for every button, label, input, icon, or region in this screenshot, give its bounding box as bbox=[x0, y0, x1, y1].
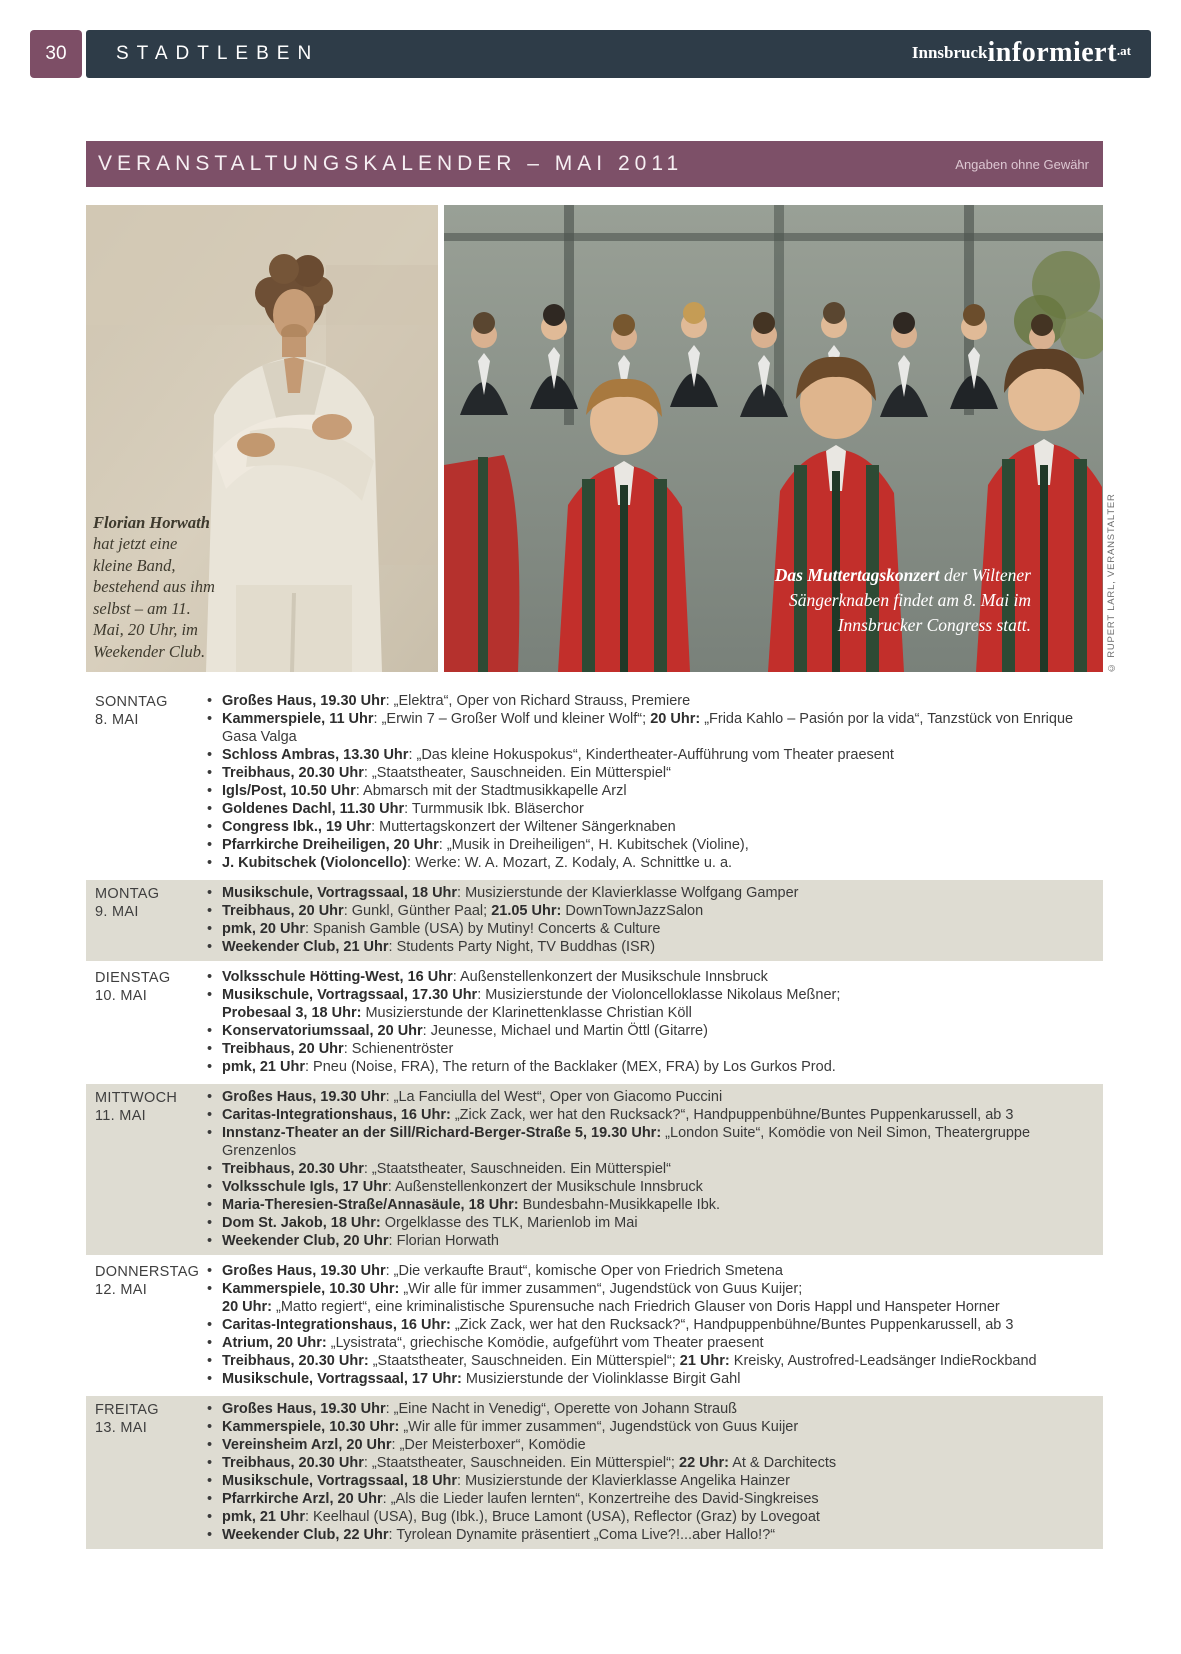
bullet-icon: • bbox=[207, 1335, 213, 1351]
day-name: SONNTAG bbox=[95, 694, 168, 710]
event-text: Atrium, 20 Uhr: „Lysistrata“, griechische Komödie, aufgeführt vom Theater praesent bbox=[222, 1335, 764, 1351]
day-row bbox=[86, 880, 1103, 961]
event-item bbox=[207, 854, 1097, 872]
day-items bbox=[207, 1088, 1103, 1250]
event-item bbox=[207, 986, 1097, 1004]
bullet-icon: • bbox=[207, 1023, 213, 1039]
choir-photo bbox=[444, 205, 1103, 672]
bullet-icon: • bbox=[207, 1491, 213, 1507]
day-items bbox=[207, 884, 1103, 956]
bullet-icon: • bbox=[207, 1041, 213, 1057]
event-text: Pfarrkirche Dreiheiligen, 20 Uhr: „Musik in Dreiheiligen“, H. Kubitschek (Violine), bbox=[222, 837, 749, 853]
event-text: pmk, 20 Uhr: Spanish Gamble (USA) by Mutiny! Concerts & Culture bbox=[222, 921, 661, 937]
day-name: MITTWOCH bbox=[95, 1090, 178, 1106]
event-item bbox=[207, 1352, 1097, 1370]
event-item bbox=[207, 764, 1097, 782]
bullet-icon: • bbox=[207, 765, 213, 781]
day-date: 8. MAI bbox=[95, 712, 139, 728]
photo-strip bbox=[86, 205, 1103, 672]
caption-rest: hat jetzt eine kleine Band, bestehend aus ihm selbst – am 11. Mai, 20 Uhr, im Weekender Club. bbox=[93, 534, 215, 661]
bullet-icon: • bbox=[207, 1353, 213, 1369]
event-text: Caritas-Integrationshaus, 16 Uhr: „Zick Zack, wer hat den Rucksack?“, Handpuppenbühne/Buntes Puppenkarussell, ab 3 bbox=[222, 1107, 1014, 1123]
bullet-icon: • bbox=[207, 855, 213, 871]
event-text: Konservatoriumssaal, 20 Uhr: Jeunesse, Michael und Martin Öttl (Gitarre) bbox=[222, 1023, 708, 1039]
event-item bbox=[207, 818, 1097, 836]
event-text: Goldenes Dachl, 11.30 Uhr: Turmmusik Ibk. Bläserchor bbox=[222, 801, 584, 817]
bullet-icon: • bbox=[207, 1437, 213, 1453]
event-text: Großes Haus, 19.30 Uhr: „Eine Nacht in Venedig“, Operette von Johann Strauß bbox=[222, 1401, 738, 1417]
magazine-logo bbox=[911, 36, 1131, 69]
florian-horwath-photo bbox=[86, 205, 438, 672]
event-text: Musikschule, Vortragssaal, 18 Uhr: Musizierstunde der Klavierklasse Wolfgang Gamper bbox=[222, 885, 799, 901]
event-text: Musikschule, Vortragssaal, 18 Uhr: Musizierstunde der Klavierklasse Angelika Hainzer bbox=[222, 1473, 790, 1489]
event-text: Vereinsheim Arzl, 20 Uhr: „Der Meisterboxer“, Komödie bbox=[222, 1437, 586, 1453]
event-text: Treibhaus, 20.30 Uhr: „Staatstheater, Sauschneiden. Ein Mütterspiel“; 21 Uhr: Kreisky, Austrofred-Leadsänger IndieRockband bbox=[222, 1353, 1037, 1369]
event-text: Kammerspiele, 11 Uhr: „Erwin 7 – Großer Wolf und kleiner Wolf“; 20 Uhr: „Frida Kahlo – Pasión por la vida“, Tanzstück von Enrique Gasa Valga bbox=[222, 711, 1074, 745]
day-items bbox=[207, 692, 1103, 872]
event-item bbox=[207, 1124, 1097, 1160]
event-item bbox=[207, 1472, 1097, 1490]
event-item bbox=[207, 836, 1097, 854]
day-name: DONNERSTAG bbox=[95, 1264, 200, 1280]
event-item bbox=[207, 920, 1097, 938]
caption-bold: Florian Horwath bbox=[93, 512, 210, 532]
day-row bbox=[86, 1396, 1103, 1549]
day-items bbox=[207, 1262, 1103, 1388]
header-bar bbox=[86, 30, 1151, 78]
bullet-icon: • bbox=[207, 1371, 213, 1387]
event-item bbox=[207, 1316, 1097, 1334]
event-text: Dom St. Jakob, 18 Uhr: Orgelklasse des TLK, Marienlob im Mai bbox=[222, 1215, 638, 1231]
event-text: Volksschule Hötting-West, 16 Uhr: Außenstellenkonzert der Musikschule Innsbruck bbox=[222, 969, 768, 985]
bullet-icon: • bbox=[207, 819, 213, 835]
section-title: STADTLEBEN bbox=[116, 43, 320, 64]
bullet-icon: • bbox=[207, 1401, 213, 1417]
event-item bbox=[207, 1400, 1097, 1418]
left-photo-caption bbox=[93, 512, 215, 663]
event-text: Weekender Club, 21 Uhr: Students Party Night, TV Buddhas (ISR) bbox=[222, 939, 656, 955]
event-item bbox=[207, 1022, 1097, 1040]
event-text: Congress Ibk., 19 Uhr: Muttertagskonzert der Wiltener Sängerknaben bbox=[222, 819, 676, 835]
event-text: pmk, 21 Uhr: Keelhaul (USA), Bug (Ibk.), Bruce Lamont (USA), Reflector (Graz) by Lovegoat bbox=[222, 1509, 820, 1525]
bullet-icon bbox=[207, 1298, 222, 1316]
event-text: Treibhaus, 20 Uhr: Schienentröster bbox=[222, 1041, 454, 1057]
bullet-icon: • bbox=[207, 939, 213, 955]
bullet-icon bbox=[207, 1004, 222, 1022]
bullet-icon: • bbox=[207, 1419, 213, 1435]
event-text: Weekender Club, 20 Uhr: Florian Horwath bbox=[222, 1233, 499, 1249]
day-name: DIENSTAG bbox=[95, 970, 171, 986]
event-text: Maria-Theresien-Straße/Annasäule, 18 Uhr: Bundesbahn-Musikkapelle Ibk. bbox=[222, 1197, 721, 1213]
event-text: Weekender Club, 22 Uhr: Tyrolean Dynamite präsentiert „Coma Live?!...aber Hallo!?“ bbox=[222, 1527, 776, 1543]
day-row bbox=[86, 964, 1103, 1081]
events-list bbox=[86, 688, 1103, 1552]
event-item bbox=[207, 1160, 1097, 1178]
event-item bbox=[207, 692, 1097, 710]
caption-rest: der Wiltener Sängerknaben findet am 8. Mai im Innsbrucker Congress statt. bbox=[788, 565, 1031, 635]
right-photo-caption bbox=[751, 563, 1031, 638]
day-name: FREITAG bbox=[95, 1402, 159, 1418]
day-name: MONTAG bbox=[95, 886, 160, 902]
bullet-icon: • bbox=[207, 1233, 213, 1249]
day-label bbox=[86, 692, 207, 872]
bullet-icon: • bbox=[207, 1281, 213, 1297]
event-item bbox=[207, 1058, 1097, 1076]
photo-credit: © RUPERT LARL, VERANSTALTER bbox=[1106, 493, 1117, 673]
event-item bbox=[207, 1508, 1097, 1526]
event-item bbox=[207, 1040, 1097, 1058]
event-item bbox=[207, 1196, 1097, 1214]
calendar-title: VERANSTALTUNGSKALENDER – MAI 2011 bbox=[98, 152, 684, 175]
day-items bbox=[207, 968, 1103, 1076]
bullet-icon: • bbox=[207, 1179, 213, 1195]
event-item bbox=[207, 1334, 1097, 1352]
event-item bbox=[207, 782, 1097, 800]
event-text: Treibhaus, 20.30 Uhr: „Staatstheater, Sauschneiden. Ein Mütterspiel“ bbox=[222, 1161, 671, 1177]
bullet-icon: • bbox=[207, 1263, 213, 1279]
bullet-icon: • bbox=[207, 1509, 213, 1525]
bullet-icon: • bbox=[207, 1089, 213, 1105]
event-item bbox=[207, 1418, 1097, 1436]
event-item bbox=[207, 1280, 1097, 1298]
event-text: Musikschule, Vortragssaal, 17 Uhr: Musizierstunde der Violinklasse Birgit Gahl bbox=[222, 1371, 741, 1387]
bullet-icon: • bbox=[207, 783, 213, 799]
event-item bbox=[207, 710, 1097, 746]
event-item bbox=[207, 746, 1097, 764]
event-item bbox=[207, 902, 1097, 920]
day-date: 12. MAI bbox=[95, 1282, 148, 1298]
logo-part-at: .at bbox=[1116, 42, 1131, 58]
event-text: J. Kubitschek (Violoncello): Werke: W. A. Mozart, Z. Kodaly, A. Schnittke u. a. bbox=[222, 855, 733, 871]
day-row bbox=[86, 688, 1103, 877]
event-item bbox=[207, 800, 1097, 818]
logo-part-informiert: informiert bbox=[987, 36, 1117, 68]
bullet-icon: • bbox=[207, 1197, 213, 1213]
event-item bbox=[207, 1436, 1097, 1454]
event-text: 20 Uhr: „Matto regiert“, eine kriminalistische Spurensuche nach Friedrich Glauser von Doris Happl und Hanspeter Horner bbox=[222, 1299, 1000, 1315]
bullet-icon: • bbox=[207, 837, 213, 853]
event-text: Treibhaus, 20.30 Uhr: „Staatstheater, Sauschneiden. Ein Mütterspiel“ bbox=[222, 765, 671, 781]
calendar-title-bar bbox=[86, 141, 1103, 187]
bullet-icon: • bbox=[207, 1215, 213, 1231]
bullet-icon: • bbox=[207, 1473, 213, 1489]
bullet-icon: • bbox=[207, 1455, 213, 1471]
bullet-icon: • bbox=[207, 1317, 213, 1333]
event-text: Großes Haus, 19.30 Uhr: „Elektra“, Oper von Richard Strauss, Premiere bbox=[222, 693, 691, 709]
bullet-icon: • bbox=[207, 1125, 213, 1141]
day-label bbox=[86, 1088, 207, 1250]
event-text: Schloss Ambras, 13.30 Uhr: „Das kleine Hokuspokus“, Kindertheater-Aufführung vom Theater praesent bbox=[222, 747, 894, 763]
event-text: Treibhaus, 20 Uhr: Gunkl, Günther Paal; 21.05 Uhr: DownTownJazzSalon bbox=[222, 903, 704, 919]
page-number-text: 30 bbox=[45, 43, 67, 64]
disclaimer-note: Angaben ohne Gewähr bbox=[955, 156, 1089, 172]
event-item bbox=[207, 1370, 1097, 1388]
day-items bbox=[207, 1400, 1103, 1544]
event-text: Probesaal 3, 18 Uhr: Musizierstunde der Klarinettenklasse Christian Köll bbox=[222, 1005, 692, 1021]
bullet-icon: • bbox=[207, 903, 213, 919]
day-label bbox=[86, 884, 207, 956]
event-item bbox=[207, 884, 1097, 902]
bullet-icon: • bbox=[207, 969, 213, 985]
day-row bbox=[86, 1084, 1103, 1255]
event-text: Caritas-Integrationshaus, 16 Uhr: „Zick Zack, wer hat den Rucksack?“, Handpuppenbühne/Buntes Puppenkarussell, ab 3 bbox=[222, 1317, 1014, 1333]
bullet-icon: • bbox=[207, 921, 213, 937]
event-item bbox=[207, 1088, 1097, 1106]
day-date: 10. MAI bbox=[95, 988, 148, 1004]
event-text: Großes Haus, 19.30 Uhr: „Die verkaufte Braut“, komische Oper von Friedrich Smetena bbox=[222, 1263, 783, 1279]
day-date: 9. MAI bbox=[95, 904, 139, 920]
day-label bbox=[86, 968, 207, 1076]
event-text: Innstanz-Theater an der Sill/Richard-Berger-Straße 5, 19.30 Uhr: „London Suite“, Komödie von Neil Simon, Theatergruppe Grenzenlos bbox=[222, 1125, 1031, 1159]
bullet-icon: • bbox=[207, 1059, 213, 1075]
caption-bold: Das Muttertagskonzert bbox=[774, 565, 940, 585]
event-item bbox=[207, 968, 1097, 986]
event-item bbox=[207, 1490, 1097, 1508]
bullet-icon: • bbox=[207, 693, 213, 709]
event-item bbox=[207, 1232, 1097, 1250]
day-date: 13. MAI bbox=[95, 1420, 148, 1436]
event-text: Großes Haus, 19.30 Uhr: „La Fanciulla del West“, Oper von Giacomo Puccini bbox=[222, 1089, 723, 1105]
event-text: Kammerspiele, 10.30 Uhr: „Wir alle für immer zusammen“, Jugendstück von Guus Kuijer; bbox=[222, 1281, 803, 1297]
day-label bbox=[86, 1262, 207, 1388]
event-text: Kammerspiele, 10.30 Uhr: „Wir alle für immer zusammen“, Jugendstück von Guus Kuijer bbox=[222, 1419, 799, 1435]
day-date: 11. MAI bbox=[95, 1108, 146, 1124]
day-label bbox=[86, 1400, 207, 1544]
bullet-icon: • bbox=[207, 885, 213, 901]
event-item bbox=[207, 938, 1097, 956]
event-item bbox=[207, 1454, 1097, 1472]
event-item bbox=[207, 1298, 1097, 1316]
event-text: Treibhaus, 20.30 Uhr: „Staatstheater, Sauschneiden. Ein Mütterspiel“; 22 Uhr: At & Darchitects bbox=[222, 1455, 837, 1471]
event-item bbox=[207, 1214, 1097, 1232]
event-text: pmk, 21 Uhr: Pneu (Noise, FRA), The return of the Backlaker (MEX, FRA) by Los Gurkos Prod. bbox=[222, 1059, 836, 1075]
bullet-icon: • bbox=[207, 1527, 213, 1543]
event-item bbox=[207, 1262, 1097, 1280]
event-item bbox=[207, 1526, 1097, 1544]
event-text: Musikschule, Vortragssaal, 17.30 Uhr: Musizierstunde der Violoncelloklasse Nikolaus Meßner; bbox=[222, 987, 841, 1003]
day-row bbox=[86, 1258, 1103, 1393]
bullet-icon: • bbox=[207, 747, 213, 763]
bullet-icon: • bbox=[207, 1107, 213, 1123]
bullet-icon: • bbox=[207, 987, 213, 1003]
page-number bbox=[30, 30, 82, 78]
event-item bbox=[207, 1178, 1097, 1196]
event-item bbox=[207, 1004, 1097, 1022]
logo-part-innsbruck: Innsbruck bbox=[911, 42, 988, 62]
event-text: Volksschule Igls, 17 Uhr: Außenstellenkonzert der Musikschule Innsbruck bbox=[222, 1179, 703, 1195]
bullet-icon: • bbox=[207, 1161, 213, 1177]
event-item bbox=[207, 1106, 1097, 1124]
event-text: Pfarrkirche Arzl, 20 Uhr: „Als die Lieder laufen lernten“, Konzertreihe des David-Singkreises bbox=[222, 1491, 819, 1507]
bullet-icon: • bbox=[207, 711, 213, 727]
event-text: Igls/Post, 10.50 Uhr: Abmarsch mit der Stadtmusikkapelle Arzl bbox=[222, 783, 627, 799]
bullet-icon: • bbox=[207, 801, 213, 817]
